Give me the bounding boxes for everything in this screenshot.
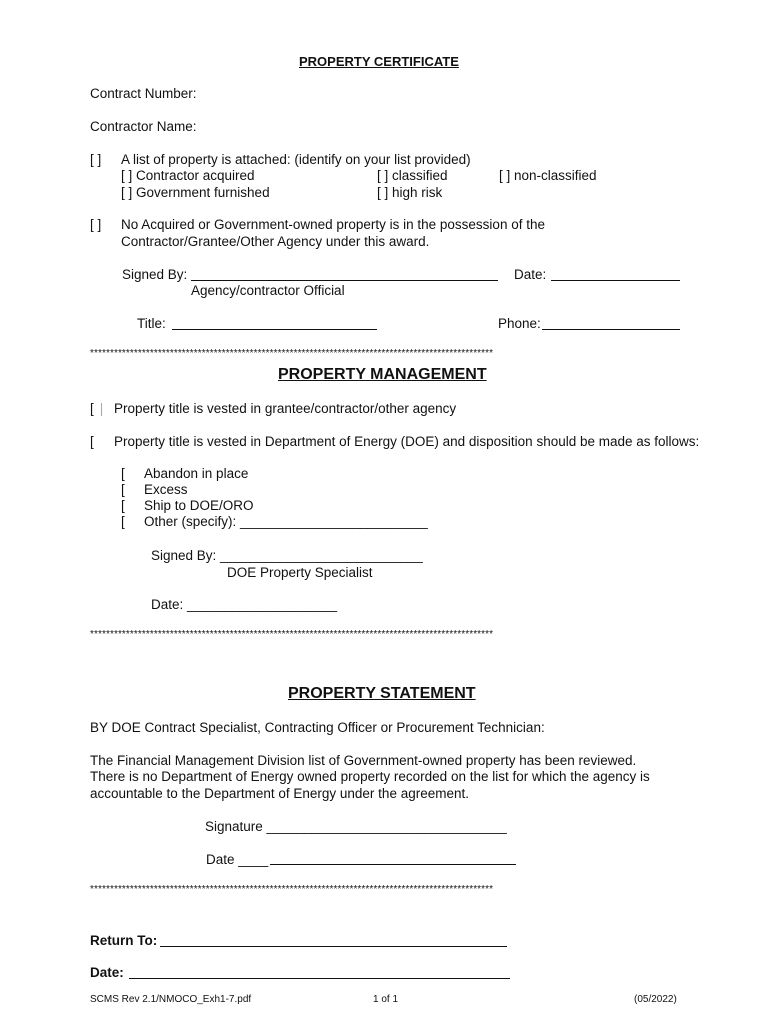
no-property-label-line1: No Acquired or Government-owned property is in the possession of the [121,217,545,232]
doe-signed-by-field[interactable]: Signed By: ___________________________ [151,548,423,563]
section-divider: ***************************************************************************************************** [90,348,494,359]
contractor-acquired-option[interactable]: [ ] Contractor acquired [121,168,255,183]
abandon-checkbox[interactable]: [ [121,466,125,481]
vested-doe-checkbox[interactable]: [ [90,434,94,449]
other-checkbox[interactable]: [ [121,514,125,529]
contractor-name-label: Contractor Name: [90,119,197,134]
signed-by-field[interactable] [191,280,498,281]
contract-number-label: Contract Number: [90,86,197,101]
statement-paragraph-line3: accountable to the Department of Energy under the agreement. [90,786,469,801]
title-label: Title: [137,316,166,331]
phone-field[interactable] [542,329,680,330]
return-date-label: Date: [90,965,124,980]
statement-date-label: Date ____ [206,852,269,867]
ship-label: Ship to DOE/ORO [144,498,254,513]
certificate-title: PROPERTY CERTIFICATE [299,54,459,69]
doe-date-field[interactable]: Date: ____________________ [151,597,338,612]
attached-list-checkbox[interactable]: [ ] [90,152,102,167]
high-risk-option[interactable]: [ ] high risk [377,185,443,200]
non-classified-option[interactable]: [ ] non-classified [499,168,597,183]
no-property-checkbox[interactable]: [ ] [90,217,102,232]
footer-doc-id: SCMS Rev 2.1/NMOCO_Exh1-7.pdf [90,994,252,1005]
vested-doe-label: Property title is vested in Department of Energy (DOE) and disposition should be made as follows: [114,434,700,449]
title-field[interactable] [172,329,377,330]
statement-title: PROPERTY STATEMENT [288,685,476,702]
return-to-field[interactable] [160,946,507,947]
vested-grantee-checkbox[interactable]: [ | [90,401,104,416]
cert-date-field[interactable] [551,280,680,281]
doe-specialist-caption: DOE Property Specialist [227,565,373,580]
phone-label: Phone: [498,316,541,331]
no-property-label-line2: Contractor/Grantee/Other Agency under this award. [121,234,430,249]
return-date-field[interactable] [129,978,510,979]
section-divider: ***************************************************************************************************** [90,629,494,640]
vested-grantee-label: Property title is vested in grantee/contractor/other agency [114,401,457,416]
section-divider: ***************************************************************************************************** [90,884,494,895]
statement-paragraph-line1: The Financial Management Division list of Government-owned property has been reviewed. [90,753,637,768]
other-label[interactable]: Other (specify): _________________________ [144,514,428,529]
statement-by-line: BY DOE Contract Specialist, Contracting Officer or Procurement Technician: [90,720,545,735]
statement-date-field[interactable] [270,864,516,865]
footer-revision-date: (05/2022) [634,994,677,1005]
excess-checkbox[interactable]: [ [121,482,125,497]
excess-label: Excess [144,482,188,497]
classified-option[interactable]: [ ] classified [377,168,448,183]
cert-date-label: Date: [514,267,547,282]
footer-page-number: 1 of 1 [373,994,399,1005]
government-furnished-option[interactable]: [ ] Government furnished [121,185,270,200]
statement-signature-field[interactable]: Signature ________________________________ [205,819,507,834]
attached-list-label: A list of property is attached: (identify on your list provided) [121,152,471,167]
statement-paragraph-line2: There is no Department of Energy owned property recorded on the list for which the agency is [90,769,650,784]
return-to-label: Return To: [90,933,158,948]
signed-by-label: Signed By: [122,267,188,282]
abandon-label: Abandon in place [144,466,249,481]
management-title: PROPERTY MANAGEMENT [278,366,487,383]
ship-checkbox[interactable]: [ [121,498,125,513]
agency-official-caption: Agency/contractor Official [191,283,345,298]
